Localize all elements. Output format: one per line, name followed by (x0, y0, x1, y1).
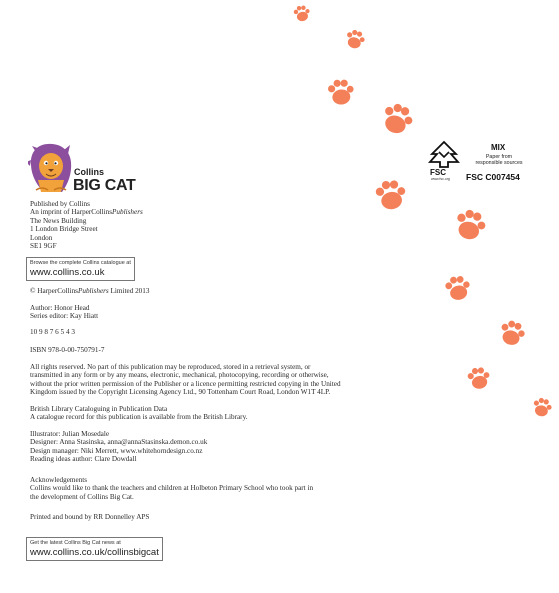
paw-print (453, 207, 489, 242)
series-editor-line: Series editor: Kay Hiatt (30, 312, 99, 321)
fsc-code: FSC C007454 (466, 172, 520, 182)
news-caption: Get the latest Collins Big Cat news at (30, 540, 121, 546)
address-line: The News Building (30, 216, 87, 225)
address-line: SE1 9GF (30, 242, 57, 251)
paw-print (374, 178, 407, 211)
paw-print (293, 4, 311, 22)
catalogue-box (26, 257, 135, 281)
rights-block: All rights reserved. No part of this publication may be reproduced, stored in a retrieval system, or transmitted in any form or by any means, electronic, mechanical, photocopying, recording or otherwise, without the prior written permission of the Publisher or a licence permitting restricted copying in the United Kingdom issued by the Copyright Licensing Agency Ltd., 90 Tottenham Court Road, London W1T 4LP. (30, 363, 341, 397)
publisher-block (30, 200, 143, 250)
paw-print (344, 28, 366, 50)
printed-by-line: Printed and bound by RR Donnelley APS (30, 513, 150, 521)
fsc-label: FSC (430, 168, 446, 177)
address-line: London (30, 233, 53, 242)
news-url[interactable]: www.collins.co.uk/collinsbigcat (30, 547, 159, 558)
fsc-mix-label: MIX (491, 143, 506, 152)
published-by: Published by Collins (30, 200, 90, 208)
paw-print (531, 397, 553, 418)
catalogue-caption: Browse the complete Collins catalogue at (30, 260, 131, 266)
credits-block (30, 304, 98, 321)
cataloguing-block: British Library Cataloguing in Publication Data A catalogue record for this publication is available from the British Library. (30, 405, 248, 422)
address-line: 1 London Bridge Street (30, 225, 98, 234)
logo-collins-text: Collins (74, 167, 105, 177)
acknowledgements-block: Acknowledgements Collins would like to thank the teachers and children at Holbeton Primary School who took part in the development of Collins Big Cat. (30, 476, 314, 501)
paw-print (379, 100, 416, 137)
catalogue-url[interactable]: www.collins.co.uk (30, 267, 105, 278)
paw-print (466, 366, 491, 391)
author-line: Author: Honor Head (30, 304, 90, 312)
news-box (26, 537, 163, 561)
isbn-line: ISBN 978-0-00-750791-7 (30, 346, 105, 354)
paw-print (327, 78, 355, 105)
imprint-line: An imprint of HarperCollinsPublishers (30, 208, 143, 217)
fsc-website: www.fsc.org (431, 177, 450, 181)
logo-big-cat-text: BIG CAT (73, 177, 136, 194)
fsc-sources: Paper from responsible sources (475, 154, 523, 167)
paw-print (498, 318, 528, 347)
print-numbers: 10 9 8 7 6 5 4 3 (30, 328, 75, 336)
copyright-line: © HarperCollinsPublishers Limited 2013 (30, 287, 150, 295)
contributors-block: Illustrator: Julian Mosedale Designer: Anna Stasinska, anna@annaStasinska.demon.co.uk Design manager: Niki Merrett, www.whitehorndesign.co.nz Reading ideas author: Clare Dowdall (30, 430, 208, 464)
paw-print (444, 274, 472, 302)
